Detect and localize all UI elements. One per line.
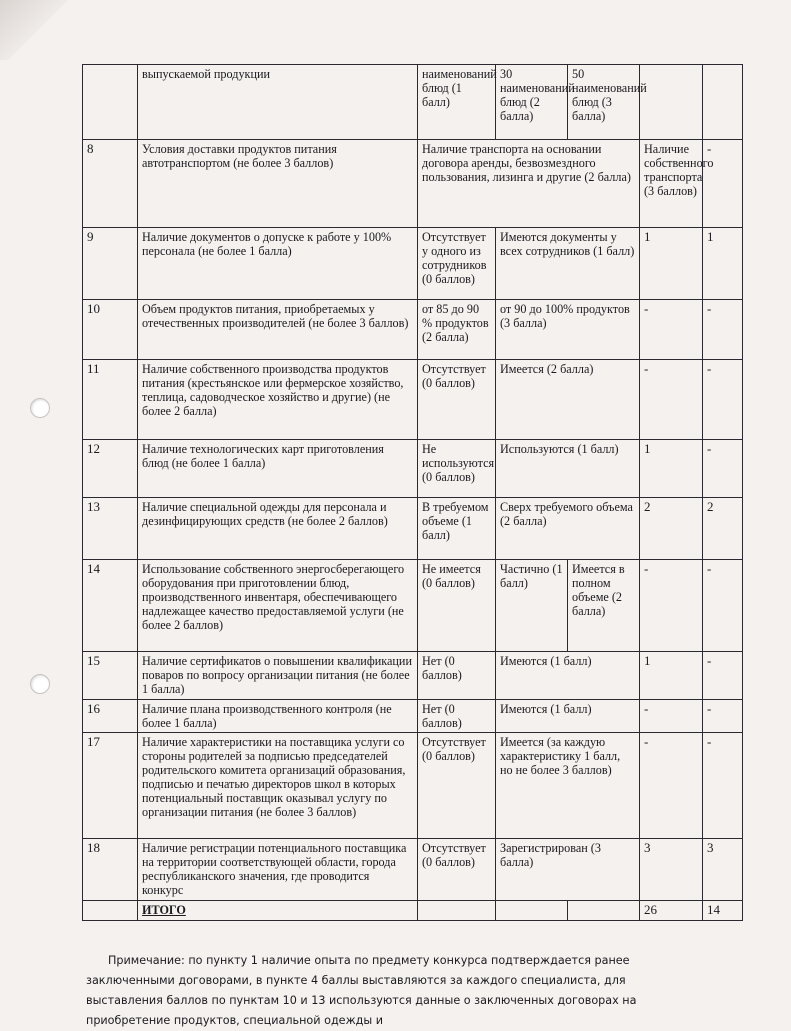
option-cell: Имеется в полном объеме (2 балла): [568, 560, 640, 652]
score-participant-2: [703, 65, 743, 140]
score-participant-2: -: [703, 360, 743, 440]
option-cell: В требуемом объеме (1 балл): [418, 498, 496, 560]
score-participant-1: 1: [640, 652, 703, 700]
score-participant-2: 2: [703, 498, 743, 560]
table-row: [83, 65, 743, 140]
score-participant-1: -: [640, 733, 703, 839]
option-cell: Имеется (за каждую характеристику 1 балл, но не более 3 баллов): [496, 733, 640, 839]
option-cell: Нет (0 баллов): [418, 700, 496, 733]
criterion-text: Наличие собственного производства продуктов питания (крестьянское или фермерское хозяйство, теплица, садоводческое хозяйство и другие) (не более 2 балла): [138, 360, 418, 440]
option-cell: от 90 до 100% продуктов (3 балла): [496, 300, 640, 360]
row-number: 13: [83, 498, 138, 560]
option-cell: Зарегистрирован (3 балла): [496, 839, 640, 901]
criterion-text: Объем продуктов питания, приобретаемых у отечественных производителей (не более 3 баллов): [138, 300, 418, 360]
score-participant-2: -: [703, 300, 743, 360]
criteria-table: [82, 64, 743, 921]
option-cell: Имеются (1 балл): [496, 652, 640, 700]
criterion-text: Условия доставки продуктов питания автотранспортом (не более 3 баллов): [138, 140, 418, 228]
row-number: 10: [83, 300, 138, 360]
table-row: [83, 140, 743, 228]
option-cell: наименований блюд (1 балл): [418, 65, 496, 140]
table-row: [83, 300, 743, 360]
total-empty-cell: [418, 901, 496, 921]
score-participant-2: -: [703, 560, 743, 652]
page-fold: [0, 0, 90, 60]
row-number: 8: [83, 140, 138, 228]
table-row: [83, 652, 743, 700]
option-cell: Отсутствует (0 баллов): [418, 839, 496, 901]
punch-hole: [30, 398, 50, 418]
score-participant-1: -: [640, 560, 703, 652]
row-number: 17: [83, 733, 138, 839]
score-participant-1: -: [640, 700, 703, 733]
row-number: 11: [83, 360, 138, 440]
score-participant-1: -: [640, 300, 703, 360]
option-cell: Наличие собственного транспорта (3 баллов): [640, 140, 703, 228]
score-participant-2: 3: [703, 839, 743, 901]
row-number: 16: [83, 700, 138, 733]
option-cell: 50 наименований блюд (3 балла): [568, 65, 640, 140]
row-number: 14: [83, 560, 138, 652]
score-participant-1: -: [640, 360, 703, 440]
score-participant-2: -: [703, 733, 743, 839]
score-participant-2: -: [703, 652, 743, 700]
option-cell: 30 наименований блюд (2 балла): [496, 65, 568, 140]
total-score-participant-2: 14: [703, 901, 743, 921]
score-participant-1: [640, 65, 703, 140]
criteria-table-wrapper: [82, 64, 743, 921]
criterion-text: выпускаемой продукции: [138, 65, 418, 140]
criterion-text: Наличие характеристики на поставщика услуги со стороны родителей за подписью председателей родительского комитета организаций образования, подписью и печатью директоров школ в которых потенциальный поставщик оказывал услугу по организации питания (не более 3 баллов): [138, 733, 418, 839]
table-row: [83, 733, 743, 839]
criterion-text: Использование собственного энергосберегающего оборудования при приготовлении блюд, производственного инвентаря, обеспечивающего надлежащее качество предоставляемой услуги (не более 2 баллов): [138, 560, 418, 652]
total-empty-cell: [83, 901, 138, 921]
table-row: [83, 498, 743, 560]
score-participant-2: -: [703, 440, 743, 498]
option-cell: от 85 до 90 % продуктов (2 балла): [418, 300, 496, 360]
total-label: ИТОГО: [138, 901, 418, 921]
score-participant-1: 1: [640, 228, 703, 300]
row-number: 15: [83, 652, 138, 700]
table-row: [83, 839, 743, 901]
option-cell: Имеются документы у всех сотрудников (1 балл): [496, 228, 640, 300]
total-empty-cell: [568, 901, 640, 921]
total-score-participant-1: 26: [640, 901, 703, 921]
score-participant-1: 1: [640, 440, 703, 498]
option-cell: Частично (1 балл): [496, 560, 568, 652]
option-cell: Отсутствует (0 баллов): [418, 733, 496, 839]
row-number: [83, 65, 138, 140]
score-participant-1: 2: [640, 498, 703, 560]
score-participant-1: 3: [640, 839, 703, 901]
option-cell: Наличие транспорта на основании договора аренды, безвозмездного пользования, лизинга и другие (2 балла): [418, 140, 640, 228]
option-cell: Отсутствует у одного из сотрудников (0 баллов): [418, 228, 496, 300]
option-cell: Сверх требуемого объема (2 балла): [496, 498, 640, 560]
row-number: 18: [83, 839, 138, 901]
total-row: [83, 901, 743, 921]
option-cell: Имеются (1 балл): [496, 700, 640, 733]
punch-hole: [30, 674, 50, 694]
criterion-text: Наличие специальной одежды для персонала и дезинфицирующих средств (не более 2 баллов): [138, 498, 418, 560]
table-row: [83, 440, 743, 498]
row-number: 9: [83, 228, 138, 300]
option-cell: Не имеется (0 баллов): [418, 560, 496, 652]
score-participant-2: 1: [703, 228, 743, 300]
row-number: 12: [83, 440, 138, 498]
option-cell: Не используются (0 баллов): [418, 440, 496, 498]
criterion-text: Наличие плана производственного контроля (не более 1 балла): [138, 700, 418, 733]
score-participant-1: -: [703, 140, 743, 228]
option-cell: Отсутствует (0 баллов): [418, 360, 496, 440]
option-cell: Нет (0 баллов): [418, 652, 496, 700]
option-cell: Имеется (2 балла): [496, 360, 640, 440]
criterion-text: Наличие документов о допуске к работе у 100% персонала (не более 1 балла): [138, 228, 418, 300]
table-row: [83, 228, 743, 300]
option-cell: Используются (1 балл): [496, 440, 640, 498]
table-row: [83, 360, 743, 440]
footnote: Примечание: по пункту 1 наличие опыта по предмету конкурса подтверждается ранее заключенными договорами, в пункте 4 баллы выставляются за каждого специалиста, для выставления баллов по пунктам 10 и 13 используются данные о заключенных договорах на приобретение продуктов, специальной одежды и: [86, 954, 637, 1028]
total-empty-cell: [496, 901, 568, 921]
score-participant-2: -: [703, 700, 743, 733]
table-row: [83, 560, 743, 652]
criterion-text: Наличие технологических карт приготовления блюд (не более 1 балла): [138, 440, 418, 498]
criterion-text: Наличие сертификатов о повышении квалификации поваров по вопросу организации питания (не более 1 балла): [138, 652, 418, 700]
table-row: [83, 700, 743, 733]
criterion-text: Наличие регистрации потенциального поставщика на территории соответствующей области, города республиканского значения, где проводится конкурс: [138, 839, 418, 901]
